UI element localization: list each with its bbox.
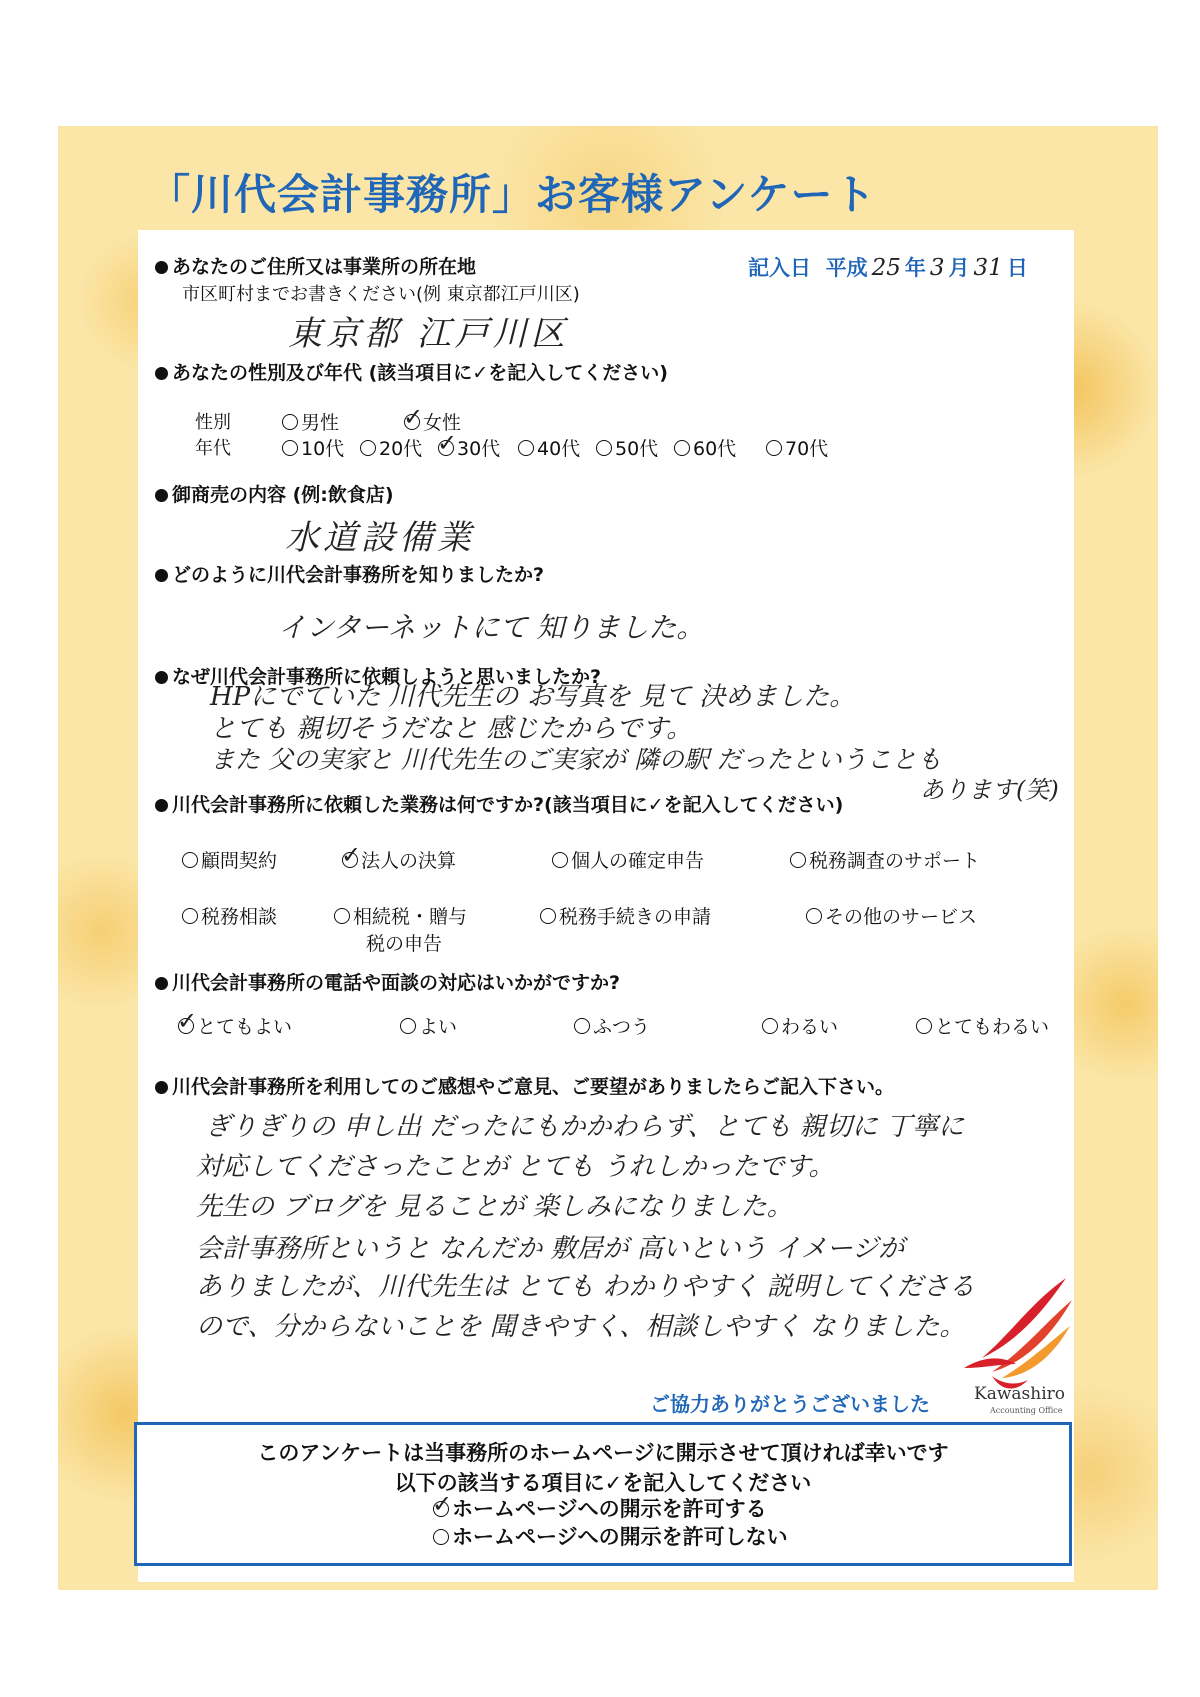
service-option[interactable] xyxy=(182,846,277,873)
q7-question: 川代会計事務所の電話や面談の対応はいかがですか? xyxy=(172,972,621,994)
service-option[interactable] xyxy=(552,846,704,873)
q5-answer-line: あります(笑) xyxy=(920,776,1059,804)
gender-label: 性別 xyxy=(195,412,231,433)
q4-answer: インターネットにて 知りました。 xyxy=(278,611,705,644)
q8-heading xyxy=(155,1072,894,1099)
q2-question: あなたの性別及び年代 (該当項目に✓を記入してください) xyxy=(172,362,668,384)
consent-option-label: ホームページへの開示を許可する xyxy=(452,1497,767,1521)
age-option[interactable] xyxy=(518,434,580,461)
date-day: 31 xyxy=(973,255,1003,281)
logo-sub: Accounting Office xyxy=(990,1406,1063,1415)
service-option-label: 個人の確定申告 xyxy=(571,850,705,872)
service-option[interactable] xyxy=(790,846,980,873)
q8-answer-line: 先生の ブログを 見ることが 楽しみになりました。 xyxy=(196,1192,793,1222)
gender-option[interactable] xyxy=(282,408,339,435)
q5-answer-line: とても 親切そうだなと 感じたからです。 xyxy=(210,714,693,744)
rating-option-label: わるい xyxy=(781,1016,839,1038)
age-option[interactable] xyxy=(282,434,344,461)
consent-option-label: ホームページへの開示を許可しない xyxy=(452,1525,788,1549)
service-option-label: 法人の決算 xyxy=(361,850,457,872)
circle-icon[interactable] xyxy=(674,440,690,456)
thanks-message: ご協力ありがとうございました xyxy=(650,1392,930,1416)
logo-name: Kawashiro xyxy=(974,1384,1065,1404)
date-year: 25 xyxy=(871,255,901,281)
rating-option[interactable] xyxy=(178,1012,292,1039)
rating-option[interactable] xyxy=(762,1012,838,1039)
service-option-label: 税務調査のサポート xyxy=(809,850,981,872)
q3-question: 御商売の内容 (例:飲食店) xyxy=(172,484,394,506)
bullet-icon xyxy=(155,569,168,582)
bullet-icon xyxy=(155,671,168,684)
service-option-label: 顧問契約 xyxy=(201,850,278,872)
q4-heading xyxy=(155,560,544,587)
circle-icon[interactable] xyxy=(552,852,568,868)
age-option[interactable] xyxy=(360,434,422,461)
checked-circle-icon[interactable] xyxy=(433,1501,449,1517)
age-option-label: 50代 xyxy=(615,438,659,460)
gender-option-label: 男性 xyxy=(301,412,340,434)
bullet-icon xyxy=(155,1081,168,1094)
bullet-icon xyxy=(155,367,168,380)
q6-heading xyxy=(155,790,843,817)
circle-icon[interactable] xyxy=(282,440,298,456)
circle-icon[interactable] xyxy=(766,440,782,456)
date-day-unit: 日 xyxy=(1006,256,1028,280)
circle-icon[interactable] xyxy=(916,1018,932,1034)
service-option[interactable] xyxy=(806,902,977,929)
checked-circle-icon[interactable] xyxy=(404,414,420,430)
q6-question: 川代会計事務所に依頼した業務は何ですか?(該当項目に✓を記入してください) xyxy=(172,794,844,816)
q1-hint: 市区町村までお書きください(例 東京都江戸川区) xyxy=(182,284,580,305)
circle-icon[interactable] xyxy=(596,440,612,456)
service-option-label: 税務相談 xyxy=(201,906,278,928)
circle-icon[interactable] xyxy=(540,908,556,924)
rating-option-label: よい xyxy=(419,1016,458,1038)
date-month: 3 xyxy=(929,255,945,281)
rating-option[interactable] xyxy=(574,1012,650,1039)
service-option-label: その他のサービス xyxy=(825,906,978,928)
q1-heading xyxy=(155,252,476,279)
bullet-icon xyxy=(155,489,168,502)
age-option-label: 10代 xyxy=(301,438,345,460)
circle-icon[interactable] xyxy=(182,852,198,868)
age-option[interactable] xyxy=(766,434,828,461)
q2-heading xyxy=(155,358,668,385)
service-option[interactable] xyxy=(334,902,467,956)
survey-title: 「川代会計事務所」お客様アンケート xyxy=(148,170,877,219)
q5-answer-line: また 父の実家と 川代先生のご実家が 隣の駅 だったということも xyxy=(210,745,942,774)
q3-answer: 水道設備業 xyxy=(285,518,475,558)
checked-circle-icon[interactable] xyxy=(178,1018,194,1034)
consent-option[interactable] xyxy=(433,1521,788,1551)
q1-answer: 東京都 江戸川区 xyxy=(288,314,569,354)
q8-question: 川代会計事務所を利用してのご感想やご意見、ご要望がありましたらご記入下さい。 xyxy=(172,1076,895,1098)
q8-answer-line: ありましたが、川代先生は とても わかりやすく 説明してくださる xyxy=(196,1272,975,1302)
entry-date xyxy=(748,252,1028,282)
rating-option-label: とてもわるい xyxy=(935,1016,1050,1038)
circle-icon[interactable] xyxy=(762,1018,778,1034)
service-option[interactable] xyxy=(182,902,277,929)
circle-icon[interactable] xyxy=(433,1529,449,1545)
q8-answer-line: ぎりぎりの 申し出 だったにもかかわらず、とても 親切に 丁寧に xyxy=(205,1112,964,1142)
service-option-label: 相続税・贈与 xyxy=(353,906,468,928)
q4-question: どのように川代会計事務所を知りましたか? xyxy=(172,564,545,586)
circle-icon[interactable] xyxy=(360,440,376,456)
date-era: 平成 xyxy=(825,256,868,280)
consent-box xyxy=(134,1422,1072,1566)
age-label: 年代 xyxy=(195,438,231,459)
service-option-label-2: 税の申告 xyxy=(366,933,443,955)
consent-option[interactable] xyxy=(433,1493,767,1523)
q7-heading xyxy=(155,968,620,995)
rating-option[interactable] xyxy=(400,1012,457,1039)
q5-answer-line: HPにでていた 川代先生の お写真を 見て 決めました。 xyxy=(210,682,856,712)
service-option-label: 税務手続きの申請 xyxy=(559,906,712,928)
service-option[interactable] xyxy=(342,846,456,873)
age-option-label: 20代 xyxy=(379,438,423,460)
gender-option-label: 女性 xyxy=(423,412,462,434)
q5-question: なぜ川代会計事務所に依頼しようと思いましたか? xyxy=(172,666,602,688)
circle-icon[interactable] xyxy=(400,1018,416,1034)
circle-icon[interactable] xyxy=(574,1018,590,1034)
q8-answer-line: 会計事務所というと なんだか 敷居が 高いという イメージが xyxy=(196,1234,905,1264)
service-option[interactable] xyxy=(540,902,711,929)
q3-heading xyxy=(155,480,394,507)
rating-option-label: とてもよい xyxy=(197,1016,293,1038)
circle-icon[interactable] xyxy=(334,908,350,924)
age-option-label: 30代 xyxy=(457,438,501,460)
bullet-icon xyxy=(155,261,168,274)
circle-icon[interactable] xyxy=(806,908,822,924)
q8-answer-line: ので、分からないことを 聞きやすく、相談しやすく なりました。 xyxy=(196,1312,966,1342)
age-option-label: 60代 xyxy=(693,438,737,460)
q1-question: あなたのご住所又は事業所の所在地 xyxy=(172,256,477,278)
bullet-icon xyxy=(155,977,168,990)
checked-circle-icon[interactable] xyxy=(438,440,454,456)
age-option-label: 70代 xyxy=(785,438,829,460)
age-option[interactable] xyxy=(596,434,658,461)
bullet-icon xyxy=(155,799,168,812)
checked-circle-icon[interactable] xyxy=(342,852,358,868)
date-month-unit: 月 xyxy=(948,256,970,280)
rating-option-label: ふつう xyxy=(593,1016,651,1038)
circle-icon[interactable] xyxy=(182,908,198,924)
circle-icon[interactable] xyxy=(518,440,534,456)
date-year-unit: 年 xyxy=(904,256,926,280)
rating-option[interactable] xyxy=(916,1012,1049,1039)
age-option-label: 40代 xyxy=(537,438,581,460)
date-label: 記入日 xyxy=(748,256,811,280)
q8-answer-line: 対応してくださったことが とても うれしかったです。 xyxy=(196,1152,835,1182)
circle-icon[interactable] xyxy=(282,414,298,430)
consent-line: 以下の該当する項目に✓を記入してください xyxy=(394,1471,812,1495)
circle-icon[interactable] xyxy=(790,852,806,868)
age-option[interactable] xyxy=(438,434,500,461)
consent-line: このアンケートは当事務所のホームページに開示させて頂ければ幸いです xyxy=(257,1441,949,1465)
age-option[interactable] xyxy=(674,434,736,461)
